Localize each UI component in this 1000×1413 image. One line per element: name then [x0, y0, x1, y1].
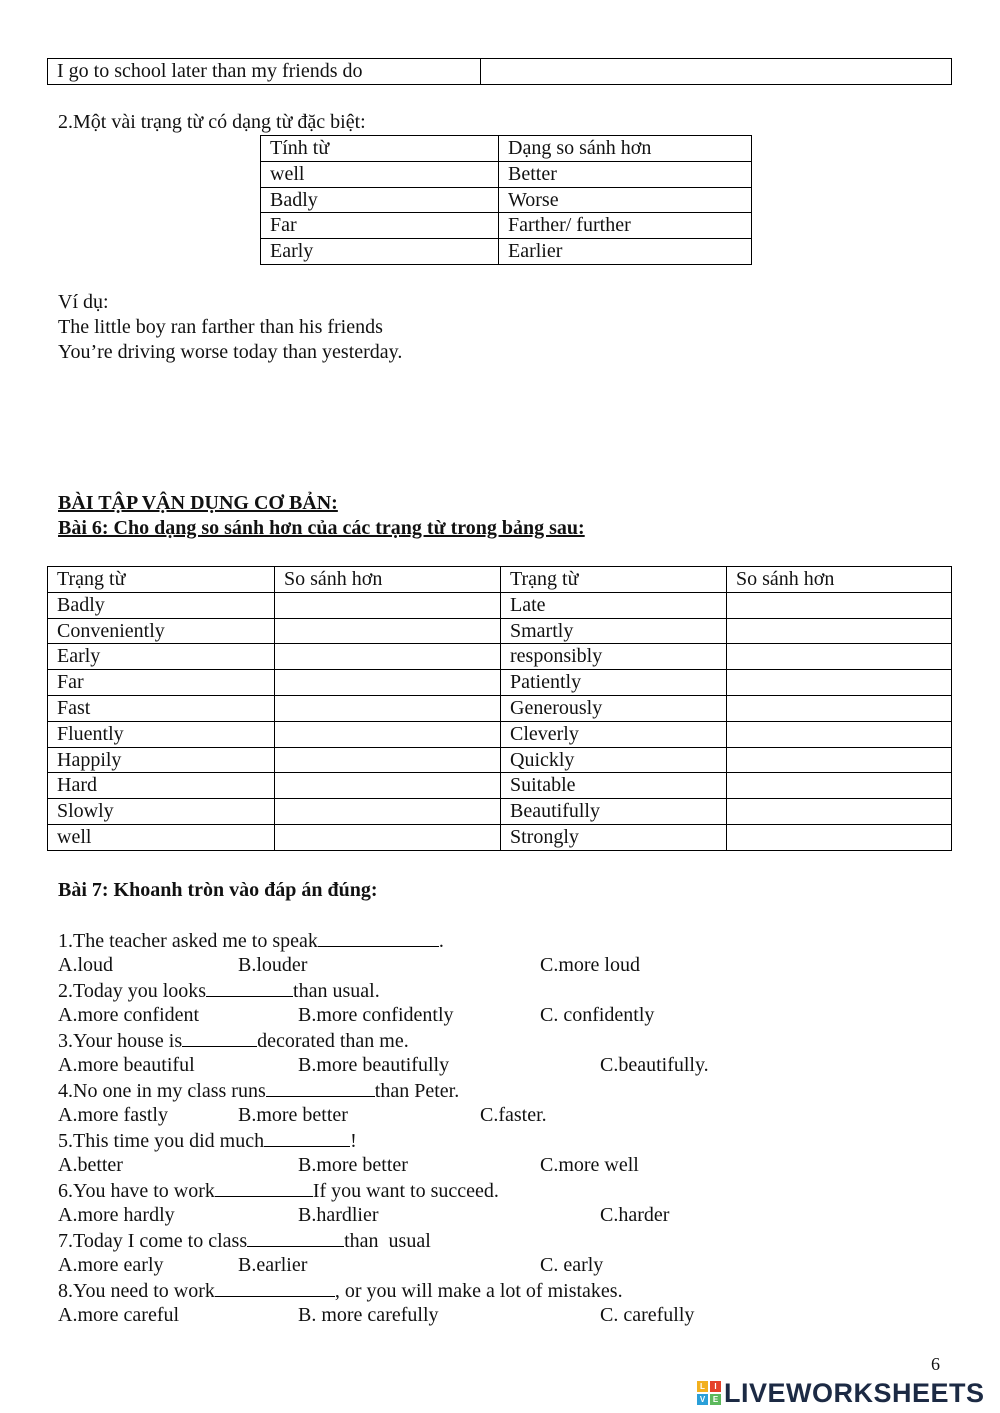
question-text: 7.Today I come to class	[58, 1230, 248, 1252]
answer-cell[interactable]	[275, 592, 501, 618]
special-adverbs-heading: 2.Một vài trạng từ có dạng từ đặc biệt:	[58, 111, 366, 133]
bai6-table	[47, 566, 952, 851]
example-line: You’re driving worse today than yesterday.	[58, 341, 403, 363]
answer-cell[interactable]	[727, 644, 952, 670]
table-cell: Far	[261, 213, 499, 239]
example-line: The little boy ran farther than his friends	[58, 316, 383, 338]
answer-cell[interactable]	[275, 747, 501, 773]
option-c[interactable]: C.more well	[540, 1154, 639, 1176]
question-1	[58, 928, 444, 955]
logo-block: I	[710, 1381, 721, 1392]
option-b[interactable]: B.louder	[238, 954, 308, 976]
answer-cell[interactable]	[727, 773, 952, 799]
top-table-left: I go to school later than my friends do	[48, 59, 481, 85]
table-cell: Badly	[261, 187, 499, 213]
option-a[interactable]: A.better	[58, 1154, 123, 1176]
question-6	[58, 1178, 499, 1205]
question-7	[58, 1228, 431, 1255]
answer-cell[interactable]	[727, 799, 952, 825]
top-table-right[interactable]	[481, 59, 952, 85]
question-5	[58, 1128, 357, 1155]
answer-cell[interactable]	[275, 644, 501, 670]
table-header-cell: So sánh hơn	[727, 567, 952, 593]
option-b[interactable]: B.more beautifully	[298, 1054, 450, 1076]
option-b[interactable]: B.more better	[238, 1104, 348, 1126]
logo-block: E	[710, 1394, 721, 1405]
table-cell: Earlier	[499, 239, 752, 265]
table-row	[261, 161, 752, 187]
question-text: , or you will make a lot of mistakes.	[334, 1280, 623, 1302]
table-row	[261, 239, 752, 265]
adverb-cell: Cleverly	[501, 721, 727, 747]
answer-blank[interactable]	[215, 1278, 335, 1297]
answer-cell[interactable]	[727, 824, 952, 850]
answer-cell[interactable]	[275, 799, 501, 825]
answer-blank[interactable]	[318, 928, 439, 947]
question-text: 4.No one in my class runs	[58, 1080, 266, 1102]
option-c[interactable]: C.beautifully.	[600, 1054, 709, 1076]
answer-cell[interactable]	[727, 618, 952, 644]
answer-blank[interactable]	[266, 1078, 375, 1097]
table-cell: Better	[499, 161, 752, 187]
table-header-cell: Trạng từ	[501, 567, 727, 593]
answer-cell[interactable]	[727, 670, 952, 696]
question-text: decorated than me.	[257, 1030, 409, 1052]
answer-cell[interactable]	[727, 695, 952, 721]
option-c[interactable]: C. confidently	[540, 1004, 655, 1026]
table-row	[48, 592, 952, 618]
option-a[interactable]: A.more fastly	[58, 1104, 168, 1126]
answer-cell[interactable]	[727, 721, 952, 747]
adverb-cell: Far	[48, 670, 275, 696]
answer-cell[interactable]	[275, 670, 501, 696]
answer-cell[interactable]	[275, 773, 501, 799]
adverb-cell: responsibly	[501, 644, 727, 670]
adverb-cell: Late	[501, 592, 727, 618]
table-row	[48, 747, 952, 773]
option-a[interactable]: A.more hardly	[58, 1204, 175, 1226]
option-c[interactable]: C.harder	[600, 1204, 670, 1226]
question-text: !	[350, 1130, 357, 1152]
option-c[interactable]: C. early	[540, 1254, 604, 1276]
adverb-cell: well	[48, 824, 275, 850]
table-row	[48, 644, 952, 670]
adverb-cell: Suitable	[501, 773, 727, 799]
table-row	[48, 670, 952, 696]
logo-blocks-icon	[697, 1381, 721, 1405]
answer-cell[interactable]	[727, 747, 952, 773]
table-row	[48, 618, 952, 644]
adverb-cell: Fluently	[48, 721, 275, 747]
table-row	[48, 695, 952, 721]
table-row	[48, 721, 952, 747]
answer-cell[interactable]	[275, 618, 501, 644]
question-8	[58, 1278, 623, 1305]
answer-cell[interactable]	[727, 592, 952, 618]
liveworksheets-logo	[697, 1378, 985, 1408]
option-c[interactable]: C. carefully	[600, 1304, 695, 1326]
top-table	[47, 58, 952, 85]
logo-block: V	[697, 1394, 708, 1405]
answer-cell[interactable]	[275, 695, 501, 721]
option-a[interactable]: A.more early	[58, 1254, 164, 1276]
question-text: If you want to succeed.	[312, 1180, 499, 1202]
adverb-cell: Conveniently	[48, 618, 275, 644]
table-cell: Early	[261, 239, 499, 265]
answer-blank[interactable]	[206, 978, 293, 997]
adverb-cell: Happily	[48, 747, 275, 773]
table-row	[48, 824, 952, 850]
option-a[interactable]: A.more beautiful	[58, 1054, 195, 1076]
option-b[interactable]: B.more better	[298, 1154, 408, 1176]
answer-blank[interactable]	[215, 1178, 313, 1197]
adverb-cell: Slowly	[48, 799, 275, 825]
option-b[interactable]: B.earlier	[238, 1254, 308, 1276]
question-text: than Peter.	[374, 1080, 460, 1102]
option-b[interactable]: B. more carefully	[298, 1304, 439, 1326]
question-text: 2.Today you looks	[58, 980, 207, 1002]
option-c[interactable]: C.faster.	[480, 1104, 547, 1126]
question-text: .	[438, 930, 444, 952]
table-header-cell: So sánh hơn	[275, 567, 501, 593]
question-text: 3.Your house is	[58, 1030, 183, 1052]
adverb-cell: Generously	[501, 695, 727, 721]
adverb-cell: Quickly	[501, 747, 727, 773]
table-header-row	[48, 567, 952, 593]
adverb-cell: Smartly	[501, 618, 727, 644]
adverb-cell: Early	[48, 644, 275, 670]
table-header-cell: Dạng so sánh hơn	[499, 136, 752, 162]
question-text: 1.The teacher asked me to speak	[58, 930, 318, 952]
option-c[interactable]: C.more loud	[540, 954, 640, 976]
question-text: than usual	[344, 1230, 431, 1252]
question-4	[58, 1078, 459, 1105]
question-2	[58, 978, 380, 1005]
table-header-row	[261, 136, 752, 162]
table-row	[48, 799, 952, 825]
option-b[interactable]: B.hardlier	[298, 1204, 379, 1226]
adverb-cell: Strongly	[501, 824, 727, 850]
practice-heading: BÀI TẬP VẬN DỤNG CƠ BẢN:	[58, 492, 338, 514]
adverb-cell: Badly	[48, 592, 275, 618]
question-text: 5.This time you did much	[58, 1130, 265, 1152]
question-text: 6.You have to work	[58, 1180, 215, 1202]
table-header-cell: Trạng từ	[48, 567, 275, 593]
answer-blank[interactable]	[247, 1228, 344, 1247]
answer-blank[interactable]	[264, 1128, 350, 1147]
adverb-cell: Fast	[48, 695, 275, 721]
adverb-cell: Beautifully	[501, 799, 727, 825]
question-text: 8.You need to work	[58, 1280, 215, 1302]
table-header-cell: Tính từ	[261, 136, 499, 162]
table-row	[261, 213, 752, 239]
logo-block: L	[697, 1381, 708, 1392]
table-cell: well	[261, 161, 499, 187]
option-a[interactable]: A.more careful	[58, 1304, 180, 1326]
table-row	[261, 187, 752, 213]
page-number: 6	[931, 1354, 940, 1374]
table-row	[48, 773, 952, 799]
question-3	[58, 1028, 409, 1055]
bai7-title: Bài 7: Khoanh tròn vào đáp án đúng:	[58, 879, 378, 901]
table-cell: Farther/ further	[499, 213, 752, 239]
option-b[interactable]: B.more confidently	[298, 1004, 454, 1026]
special-adverbs-table	[260, 135, 752, 265]
answer-blank[interactable]	[182, 1028, 257, 1047]
logo-text: LIVEWORKSHEETS	[724, 1378, 985, 1408]
table-cell: Worse	[499, 187, 752, 213]
question-text: than usual.	[293, 980, 380, 1002]
answer-cell[interactable]	[275, 721, 501, 747]
examples-label: Ví dụ:	[58, 291, 109, 313]
adverb-cell: Patiently	[501, 670, 727, 696]
adverb-cell: Hard	[48, 773, 275, 799]
option-a[interactable]: A.more confident	[58, 1004, 200, 1026]
bai6-title: Bài 6: Cho dạng so sánh hơn của các trạng từ trong bảng sau:	[58, 517, 585, 539]
option-a[interactable]: A.loud	[58, 954, 113, 976]
answer-cell[interactable]	[275, 824, 501, 850]
